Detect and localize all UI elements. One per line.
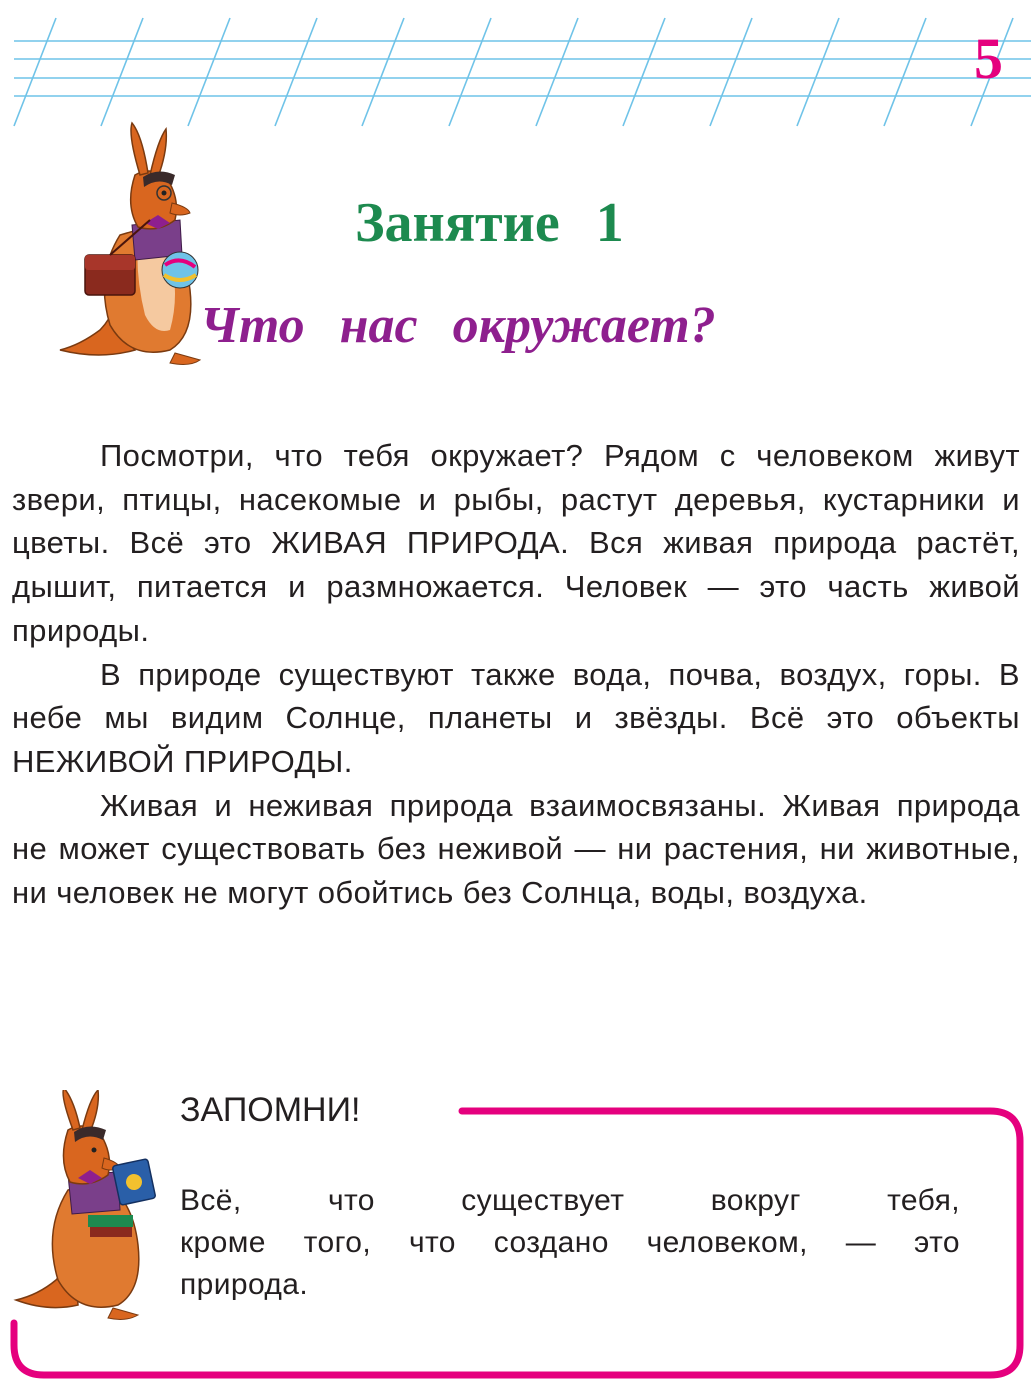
- slant-rule-line: [275, 18, 317, 126]
- paragraph: Живая и неживая природа взаимосвязаны. Живая природа не может существовать без неживой — ни растения, ни животные, ни человек не могут обойтись без Солнца, воды, воздуха.: [12, 787, 1020, 911]
- slant-rule-line: [14, 18, 56, 126]
- kangaroo-with-bag-illustration: [40, 115, 215, 375]
- slant-rule-line: [188, 18, 230, 126]
- remember-text: [180, 1180, 960, 1306]
- lesson-subtitle: Что нас окружает?: [200, 297, 716, 354]
- slant-rule-line: [362, 18, 404, 126]
- lesson-body-text: [12, 434, 1020, 915]
- remember-line: природа.: [180, 1268, 309, 1301]
- slant-rule-line: [536, 18, 578, 126]
- remember-line: Всё, что существует вокруг тебя,: [180, 1184, 960, 1217]
- remember-line: кроме того, что создано человеком, — это: [180, 1226, 960, 1259]
- paragraph: Посмотри, что тебя окружает? Рядом с человеком живут звери, птицы, насекомые и рыбы, растут деревья, кустарники и цветы. Всё это ЖИВАЯ ПРИРОДА. Вся живая природа растёт, дышит, питается и размножается. Человек — это часть живой природы.: [12, 438, 1020, 648]
- page-number: 5: [974, 26, 1003, 91]
- slant-rule-line: [710, 18, 752, 126]
- lesson-title: Занятие 1: [355, 192, 624, 254]
- kangaroo-with-book-illustration: [8, 1090, 173, 1325]
- remember-heading: ЗАПОМНИ!: [180, 1091, 361, 1129]
- slant-rule-line: [449, 18, 491, 126]
- slant-rule-line: [101, 18, 143, 126]
- slant-rule-line: [797, 18, 839, 126]
- paragraph: В природе существуют также вода, почва, воздух, горы. В небе мы видим Солнце, планеты и звёзды. Всё это объекты НЕЖИВОЙ ПРИРОДЫ.: [12, 656, 1020, 779]
- slant-rule-line: [623, 18, 665, 126]
- slant-rule-line: [884, 18, 926, 126]
